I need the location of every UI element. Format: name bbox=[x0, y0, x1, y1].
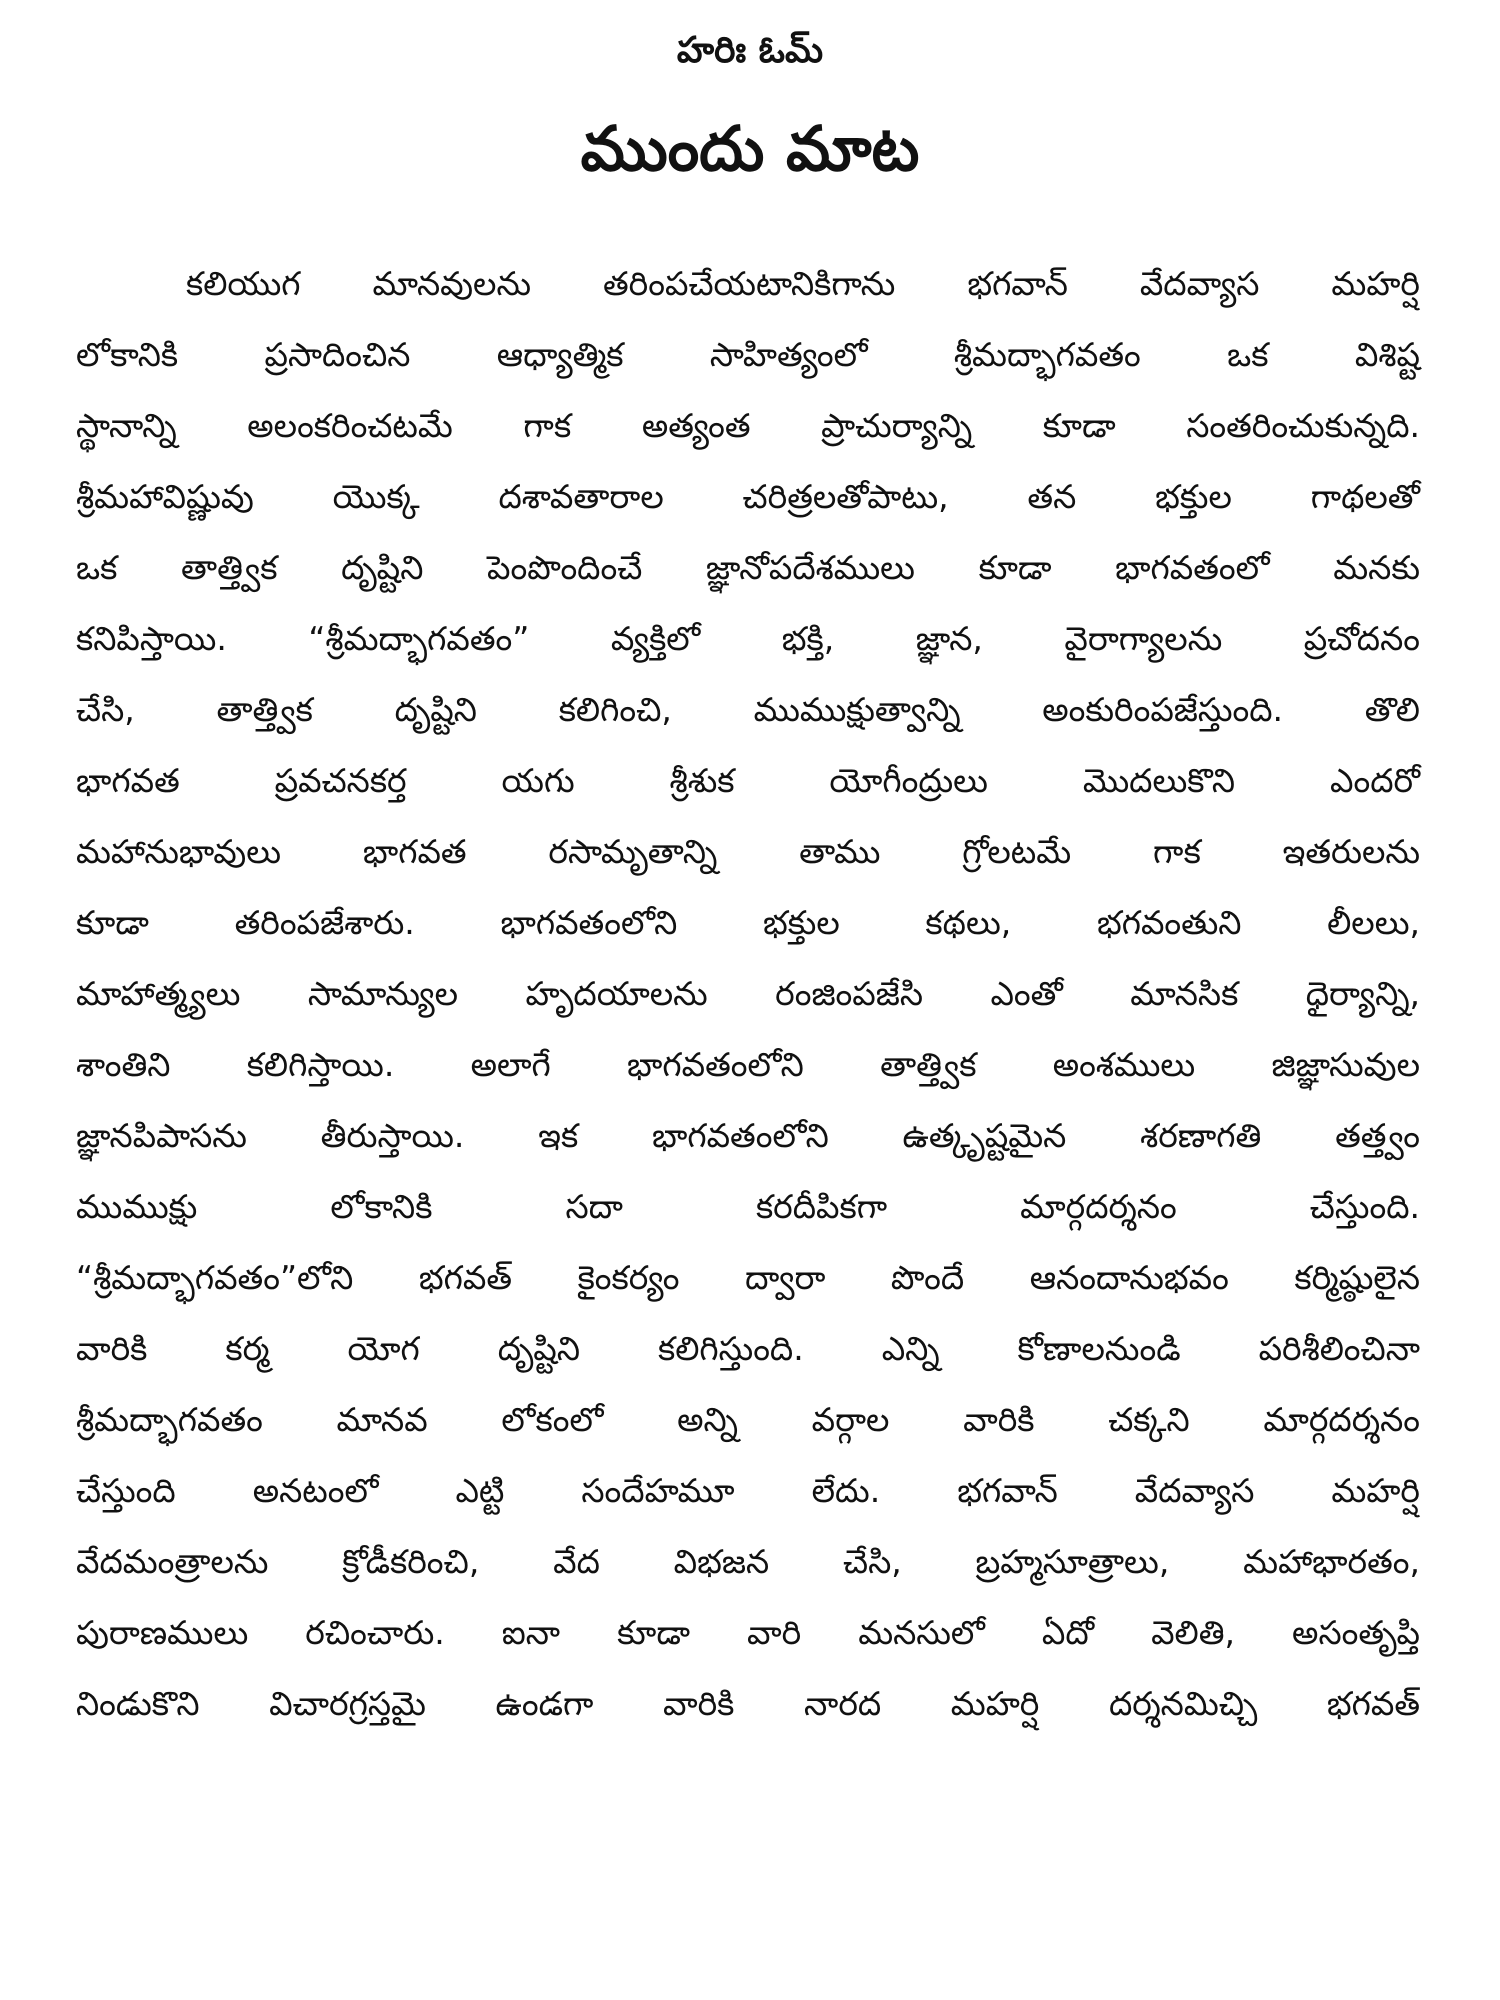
text-line: చేసి, తాత్త్విక దృష్టిని కలిగించి, ముముక్షుత్వాన్ని అంకురింపజేస్తుంది. తొలి bbox=[76, 690, 1420, 729]
text-line: ఒక తాత్త్విక దృష్టిని పెంపొందించే జ్ఞానోపదేశములు కూడా భాగవతంలో మనకు bbox=[76, 548, 1420, 587]
text-line: ముముక్షు లోకానికి సదా కరదీపికగా మార్గదర్శనం చేస్తుంది. bbox=[76, 1187, 1420, 1226]
text-line: శ్రీమద్భాగవతం మానవ లోకంలో అన్ని వర్గాల వారికి చక్కని మార్గదర్శనం bbox=[76, 1400, 1420, 1439]
text-line: స్థానాన్ని అలంకరించటమే గాక అత్యంత ప్రాచుర్యాన్ని కూడా సంతరించుకున్నది. bbox=[76, 406, 1420, 445]
text-line: భాగవత ప్రవచనకర్త యగు శ్రీశుక యోగీంద్రులు మొదలుకొని ఎందరో bbox=[76, 761, 1420, 800]
text-line: నిండుకొని విచారగ్రస్తమై ఉండగా వారికి నారద మహర్షి దర్శనమిచ్చి భగవత్ bbox=[76, 1684, 1420, 1723]
text-line: “శ్రీమద్భాగవతం”లోని భగవత్ కైంకర్యం ద్వారా పొందే ఆనందానుభవం కర్మిష్ఠులైన bbox=[76, 1258, 1420, 1297]
text-line: లోకానికి ప్రసాదించిన ఆధ్యాత్మిక సాహిత్యంలో శ్రీమద్భాగవతం ఒక విశిష్ట bbox=[76, 335, 1420, 374]
text-line: వారికి కర్మ యోగ దృష్టిని కలిగిస్తుంది. ఎన్ని కోణాలనుండి పరిశీలించినా bbox=[76, 1329, 1420, 1368]
text-line: జ్ఞానపిపాసను తీరుస్తాయి. ఇక భాగవతంలోని ఉత్కృష్టమైన శరణాగతి తత్త్వం bbox=[76, 1116, 1420, 1155]
text-line: కూడా తరింపజేశారు. భాగవతంలోని భక్తుల కథలు, భగవంతుని లీలలు, bbox=[76, 903, 1420, 942]
text-line: పురాణములు రచించారు. ఐనా కూడా వారి మనసులో ఏదో వెలితి, అసంతృప్తి bbox=[76, 1613, 1420, 1652]
text-line: శాంతిని కలిగిస్తాయి. అలాగే భాగవతంలోని తాత్త్విక అంశములు జిజ్ఞాసువుల bbox=[76, 1045, 1420, 1084]
text-line: వేదమంత్రాలను క్రోడీకరించి, వేద విభజన చేసి, బ్రహ్మసూత్రాలు, మహాభారతం, bbox=[76, 1542, 1420, 1581]
text-line: మహానుభావులు భాగవత రసామృతాన్ని తాము గ్రోలటమే గాక ఇతరులను bbox=[76, 832, 1420, 871]
text-line: మాహాత్మ్యలు సామాన్యుల హృదయాలను రంజింపజేసి ఎంతో మానసిక ధైర్యాన్ని, bbox=[76, 974, 1420, 1013]
text-line: శ్రీమహావిష్ణువు యొక్క దశావతారాల చరిత్రలతోపాటు, తన భక్తుల గాథలతో bbox=[76, 477, 1420, 516]
text-line: కలియుగ మానవులను తరింపచేయటానికిగాను భగవాన్ వేదవ్యాస మహర్షి bbox=[186, 264, 1420, 303]
preface-body bbox=[76, 248, 1420, 1739]
text-line: కనిపిస్తాయి. “శ్రీమద్భాగవతం” వ్యక్తిలో భక్తి, జ్ఞాన, వైరాగ్యాలను ప్రచోదనం bbox=[76, 619, 1420, 658]
text-line: చేస్తుంది అనటంలో ఎట్టి సందేహమూ లేదు. భగవాన్ వేదవ్యాస మహర్షి bbox=[76, 1471, 1420, 1510]
invocation-heading: హరిః ఓమ్ bbox=[676, 30, 824, 71]
page-title: ముందు మాట bbox=[580, 112, 920, 185]
